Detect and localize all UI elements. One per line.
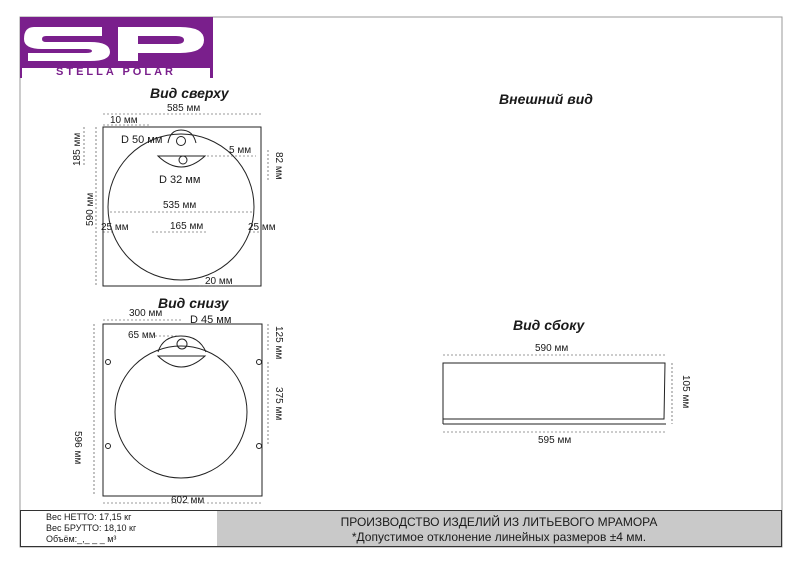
bottom-view-drawing [103,324,262,496]
top-bottom-margin-label: 20 мм [205,276,233,287]
top-inner-label: 165 мм [170,221,204,232]
top-view-heading: Вид сверху [150,85,229,101]
bottom-view-dimension-lines [94,320,268,503]
top-width-label: 585 мм [167,103,201,114]
bottom-width-label: 602 мм [171,495,205,506]
net-weight: Вес НЕТТО: 17,15 кг [46,512,132,522]
top-basin-width-label: 535 мм [163,200,197,211]
top-left-margin-label: 25 мм [101,222,129,233]
top-depth-label: 185 мм [72,132,83,166]
bottom-mount-spacing-label: 375 мм [273,387,284,421]
top-right-margin-label: 25 мм [248,222,276,233]
side-height-label: 105 мм [680,375,691,409]
bottom-view-heading: Вид снизу [158,295,229,311]
footer-note: *Допустимое отклонение линейных размеров ±4 мм. [351,530,647,544]
top-gap-label: 5 мм [229,145,252,156]
side-view-drawing [443,363,666,424]
bottom-top-gap-label: 125 мм [273,326,284,360]
side-top-width-label: 590 мм [535,343,569,354]
brand-name: STELLA POLAR [56,66,176,78]
side-view-dimension-lines [443,355,672,432]
side-bottom-width-label: 595 мм [538,435,572,446]
bottom-offset-label: 300 мм [129,308,163,319]
side-view-heading: Вид сбоку [513,317,585,333]
bottom-hole-offset-label: 65 мм [128,330,156,341]
exterior-view-heading: Внешний вид [499,91,593,107]
top-hole-label: D 50 мм [121,134,163,146]
bottom-height-label: 596 мм [72,431,83,465]
bottom-hole-label: D 45 мм [190,314,232,326]
logo-sp-mark [20,17,213,65]
top-offset-label: 10 мм [110,115,138,126]
top-rim-label: 82 мм [273,152,284,180]
top-drain-label: D 32 мм [159,174,201,186]
gross-weight: Вес БРУТТО: 18,10 кг [46,523,137,533]
volume: Объём:_,_ _ _ м³ [46,534,117,544]
top-height-label: 590 мм [85,192,96,226]
footer-title: ПРОИЗВОДСТВО ИЗДЕЛИЙ ИЗ ЛИТЬЕВОГО МРАМОРА [340,515,658,529]
